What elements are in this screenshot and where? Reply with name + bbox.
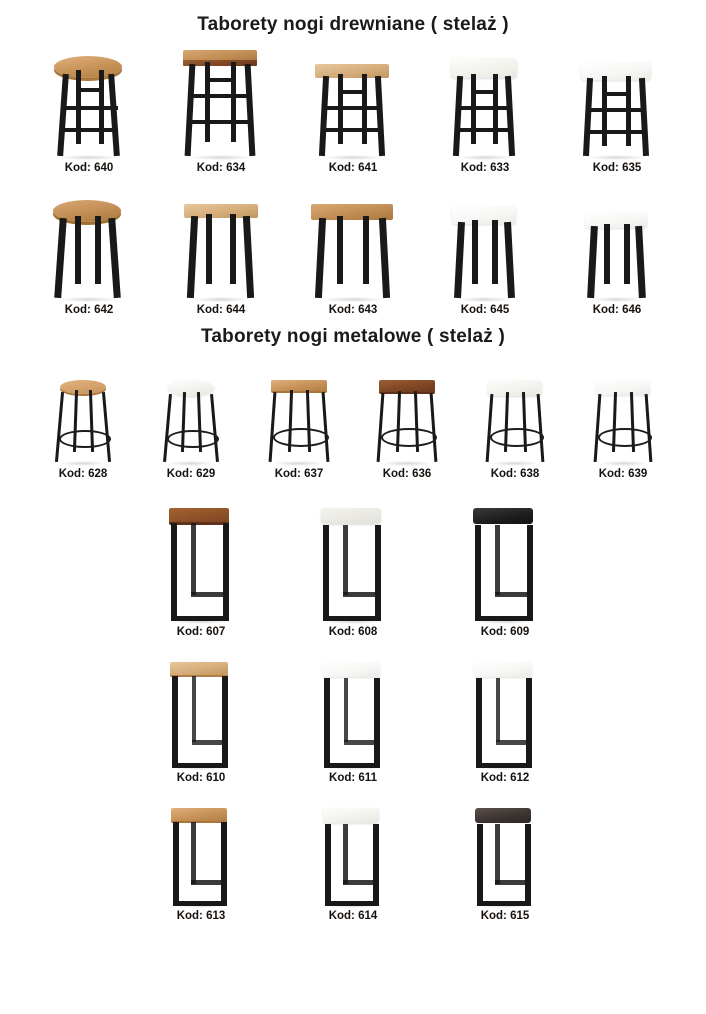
product-code: Kod: 614: [328, 910, 378, 922]
product-row: [0, 802, 706, 922]
product-cell[interactable]: [151, 656, 251, 784]
product-cell[interactable]: [455, 802, 555, 922]
product-image: [151, 656, 251, 768]
product-image: [562, 46, 672, 158]
product-image: [359, 374, 455, 464]
product-code: Kod: 640: [64, 162, 114, 174]
seat-icon: [169, 508, 229, 522]
product-code: Kod: 644: [196, 304, 246, 316]
section-title-wooden-legs: Taborety nogi drewniane ( stelaż ): [197, 14, 509, 35]
product-row: [0, 656, 706, 784]
product-cell[interactable]: [455, 502, 555, 638]
product-image: [575, 374, 671, 464]
product-code: Kod: 638: [490, 468, 540, 480]
product-image: [562, 192, 672, 300]
product-code: Kod: 643: [328, 304, 378, 316]
seat-icon: [379, 380, 435, 392]
product-image: [467, 374, 563, 464]
product-cell[interactable]: [298, 192, 408, 316]
seat-icon: [596, 380, 650, 395]
seat-icon: [488, 380, 542, 396]
product-cell[interactable]: [34, 192, 144, 316]
product-code: Kod: 612: [480, 772, 530, 784]
product-image: [455, 656, 555, 768]
footrest-ring-icon: [598, 428, 652, 447]
product-image: [251, 374, 347, 464]
seat-icon: [322, 662, 380, 677]
product-row: [0, 374, 706, 480]
product-code: Kod: 634: [196, 162, 246, 174]
product-image: [35, 374, 131, 464]
product-cell[interactable]: [430, 46, 540, 174]
seat-icon: [475, 808, 531, 823]
catalog-page: [0, 14, 706, 1014]
product-code: Kod: 641: [328, 162, 378, 174]
product-image: [303, 656, 403, 768]
product-cell[interactable]: [298, 46, 408, 174]
product-cell[interactable]: [143, 374, 239, 480]
product-code: Kod: 629: [166, 468, 216, 480]
product-code: Kod: 608: [328, 626, 378, 638]
product-cell[interactable]: [303, 502, 403, 638]
footrest-ring-icon: [381, 428, 437, 447]
product-cell[interactable]: [151, 502, 251, 638]
product-cell[interactable]: [166, 192, 276, 316]
product-image: [151, 502, 251, 622]
product-code: Kod: 609: [480, 626, 530, 638]
product-cell[interactable]: [303, 656, 403, 784]
product-image: [34, 192, 144, 300]
seat-icon: [168, 380, 214, 396]
product-code: Kod: 607: [176, 626, 226, 638]
product-image: [455, 802, 555, 906]
product-image: [34, 46, 144, 158]
product-image: [166, 46, 276, 158]
product-cell[interactable]: [455, 656, 555, 784]
seat-icon: [473, 508, 533, 524]
product-image: [151, 802, 251, 906]
product-cell[interactable]: [34, 46, 144, 174]
product-cell[interactable]: [251, 374, 347, 480]
product-image: [430, 46, 540, 158]
product-cell[interactable]: [166, 46, 276, 174]
seat-icon: [171, 808, 227, 821]
product-code: Kod: 637: [274, 468, 324, 480]
product-cell[interactable]: [151, 802, 251, 922]
seat-icon: [321, 508, 381, 524]
footrest-ring-icon: [273, 428, 329, 447]
product-image: [303, 802, 403, 906]
product-code: Kod: 613: [176, 910, 226, 922]
product-image: [430, 192, 540, 300]
product-code: Kod: 642: [64, 304, 114, 316]
product-cell[interactable]: [359, 374, 455, 480]
product-row: [0, 502, 706, 638]
product-code: Kod: 633: [460, 162, 510, 174]
seat-icon: [323, 808, 379, 823]
footrest-ring-icon: [167, 430, 219, 448]
seat-icon: [271, 380, 327, 391]
product-code: Kod: 615: [480, 910, 530, 922]
product-image: [166, 192, 276, 300]
product-cell[interactable]: [562, 46, 672, 174]
seat-icon: [170, 662, 228, 675]
product-image: [298, 192, 408, 300]
product-cell[interactable]: [430, 192, 540, 316]
product-image: [303, 502, 403, 622]
product-code: Kod: 610: [176, 772, 226, 784]
product-row: [0, 46, 706, 174]
product-cell[interactable]: [303, 802, 403, 922]
product-code: Kod: 639: [598, 468, 648, 480]
product-code: Kod: 645: [460, 304, 510, 316]
seat-icon: [451, 58, 517, 78]
product-code: Kod: 628: [58, 468, 108, 480]
section-title-metal-legs: Taborety nogi metalowe ( stelaż ): [201, 326, 505, 347]
footrest-ring-icon: [59, 430, 111, 448]
product-cell[interactable]: [35, 374, 131, 480]
product-cell[interactable]: [562, 192, 672, 316]
product-cell[interactable]: [467, 374, 563, 480]
product-image: [143, 374, 239, 464]
product-image: [455, 502, 555, 622]
product-row: [0, 192, 706, 316]
product-code: Kod: 635: [592, 162, 642, 174]
product-cell[interactable]: [575, 374, 671, 480]
seat-icon: [60, 380, 106, 394]
product-code: Kod: 636: [382, 468, 432, 480]
seat-icon: [474, 662, 532, 677]
footrest-ring-icon: [490, 428, 544, 447]
product-code: Kod: 646: [592, 304, 642, 316]
product-image: [298, 46, 408, 158]
product-code: Kod: 611: [329, 772, 377, 784]
